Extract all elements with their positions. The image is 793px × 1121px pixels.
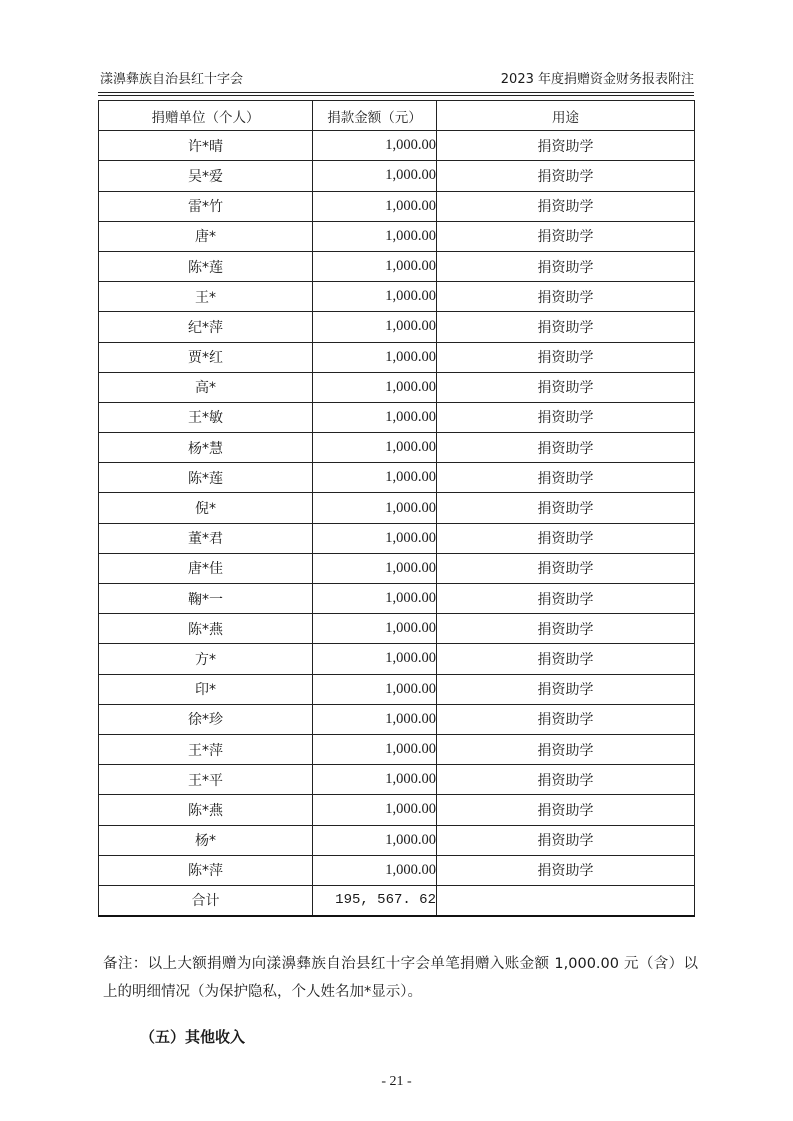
table-row bbox=[99, 161, 695, 191]
purpose-cell: 捐资助学 bbox=[437, 553, 695, 583]
table-row bbox=[99, 493, 695, 523]
donor-name-cell: 印* bbox=[99, 674, 313, 704]
purpose-cell: 捐资助学 bbox=[437, 372, 695, 402]
section-heading: （五）其他收入 bbox=[140, 1028, 246, 1046]
amount-cell: 1,000.00 bbox=[313, 795, 437, 825]
donor-name-cell: 王*敏 bbox=[99, 402, 313, 432]
table-row bbox=[99, 402, 695, 432]
donor-name-cell: 鞠*一 bbox=[99, 584, 313, 614]
amount-cell: 1,000.00 bbox=[313, 765, 437, 795]
column-header-donor: 捐赠单位（个人） bbox=[99, 101, 313, 131]
total-label: 合计 bbox=[99, 885, 313, 915]
amount-cell: 1,000.00 bbox=[313, 433, 437, 463]
table-row bbox=[99, 704, 695, 734]
amount-cell: 1,000.00 bbox=[313, 855, 437, 885]
purpose-cell: 捐资助学 bbox=[437, 433, 695, 463]
report-title: 2023 年度捐赠资金财务报表附注 bbox=[500, 72, 694, 87]
donor-name-cell: 王*平 bbox=[99, 765, 313, 795]
donor-name-cell: 方* bbox=[99, 644, 313, 674]
donor-name-cell: 陈*燕 bbox=[99, 614, 313, 644]
total-purpose bbox=[437, 885, 695, 915]
donor-name-cell: 雷*竹 bbox=[99, 191, 313, 221]
purpose-cell: 捐资助学 bbox=[437, 191, 695, 221]
amount-cell: 1,000.00 bbox=[313, 161, 437, 191]
purpose-cell: 捐资助学 bbox=[437, 131, 695, 161]
donor-name-cell: 许*晴 bbox=[99, 131, 313, 161]
donor-name-cell: 陈*萍 bbox=[99, 855, 313, 885]
table-header-row bbox=[99, 101, 695, 131]
table-row bbox=[99, 795, 695, 825]
table-row bbox=[99, 644, 695, 674]
donor-name-cell: 纪*萍 bbox=[99, 312, 313, 342]
purpose-cell: 捐资助学 bbox=[437, 463, 695, 493]
purpose-cell: 捐资助学 bbox=[437, 584, 695, 614]
organization-name: 漾濞彝族自治县红十字会 bbox=[100, 72, 244, 87]
donor-name-cell: 杨* bbox=[99, 825, 313, 855]
table-note: 备注：以上大额捐赠为向漾濞彝族自治县红十字会单笔捐赠入账金额 1,000.00 元（含）以上的明细情况（为保护隐私，个人姓名加*显示）。 bbox=[103, 956, 698, 1000]
table-row bbox=[99, 251, 695, 281]
table-row bbox=[99, 523, 695, 553]
donor-name-cell: 陈*莲 bbox=[99, 463, 313, 493]
table-row bbox=[99, 372, 695, 402]
table-total-row bbox=[99, 885, 695, 915]
table-row bbox=[99, 765, 695, 795]
purpose-cell: 捐资助学 bbox=[437, 342, 695, 372]
donor-name-cell: 陈*莲 bbox=[99, 251, 313, 281]
amount-cell: 1,000.00 bbox=[313, 584, 437, 614]
header-rule-thick bbox=[98, 95, 694, 96]
donor-name-cell: 董*君 bbox=[99, 523, 313, 553]
donation-table bbox=[98, 100, 695, 917]
amount-cell: 1,000.00 bbox=[313, 704, 437, 734]
page-number: - 21 - bbox=[381, 1074, 412, 1089]
purpose-cell: 捐资助学 bbox=[437, 734, 695, 764]
donor-name-cell: 唐* bbox=[99, 221, 313, 251]
table-row bbox=[99, 433, 695, 463]
purpose-cell: 捐资助学 bbox=[437, 644, 695, 674]
table-row bbox=[99, 614, 695, 644]
purpose-cell: 捐资助学 bbox=[437, 161, 695, 191]
purpose-cell: 捐资助学 bbox=[437, 795, 695, 825]
purpose-cell: 捐资助学 bbox=[437, 312, 695, 342]
amount-cell: 1,000.00 bbox=[313, 674, 437, 704]
table-row bbox=[99, 855, 695, 885]
amount-cell: 1,000.00 bbox=[313, 493, 437, 523]
donor-name-cell: 王* bbox=[99, 282, 313, 312]
purpose-cell: 捐资助学 bbox=[437, 674, 695, 704]
donor-name-cell: 陈*燕 bbox=[99, 795, 313, 825]
purpose-cell: 捐资助学 bbox=[437, 614, 695, 644]
purpose-cell: 捐资助学 bbox=[437, 493, 695, 523]
amount-cell: 1,000.00 bbox=[313, 191, 437, 221]
table-row bbox=[99, 312, 695, 342]
amount-cell: 1,000.00 bbox=[313, 825, 437, 855]
donor-name-cell: 贾*红 bbox=[99, 342, 313, 372]
header-rule bbox=[98, 92, 694, 93]
amount-cell: 1,000.00 bbox=[313, 312, 437, 342]
table-row bbox=[99, 463, 695, 493]
donor-name-cell: 唐*佳 bbox=[99, 553, 313, 583]
amount-cell: 1,000.00 bbox=[313, 342, 437, 372]
table-row bbox=[99, 825, 695, 855]
amount-cell: 1,000.00 bbox=[313, 251, 437, 281]
donor-name-cell: 徐*珍 bbox=[99, 704, 313, 734]
amount-cell: 1,000.00 bbox=[313, 644, 437, 674]
table-row bbox=[99, 191, 695, 221]
purpose-cell: 捐资助学 bbox=[437, 282, 695, 312]
purpose-cell: 捐资助学 bbox=[437, 251, 695, 281]
amount-cell: 1,000.00 bbox=[313, 131, 437, 161]
purpose-cell: 捐资助学 bbox=[437, 855, 695, 885]
amount-cell: 1,000.00 bbox=[313, 221, 437, 251]
table-row bbox=[99, 674, 695, 704]
table-row bbox=[99, 131, 695, 161]
donor-name-cell: 倪* bbox=[99, 493, 313, 523]
column-header-amount: 捐款金额（元） bbox=[313, 101, 437, 131]
amount-cell: 1,000.00 bbox=[313, 372, 437, 402]
donor-name-cell: 王*萍 bbox=[99, 734, 313, 764]
donor-name-cell: 高* bbox=[99, 372, 313, 402]
table-row bbox=[99, 342, 695, 372]
table-row bbox=[99, 282, 695, 312]
donor-name-cell: 杨*慧 bbox=[99, 433, 313, 463]
amount-cell: 1,000.00 bbox=[313, 553, 437, 583]
column-header-purpose: 用途 bbox=[437, 101, 695, 131]
purpose-cell: 捐资助学 bbox=[437, 221, 695, 251]
purpose-cell: 捐资助学 bbox=[437, 825, 695, 855]
donor-name-cell: 吴*爱 bbox=[99, 161, 313, 191]
table-row bbox=[99, 584, 695, 614]
amount-cell: 1,000.00 bbox=[313, 614, 437, 644]
amount-cell: 1,000.00 bbox=[313, 463, 437, 493]
purpose-cell: 捐资助学 bbox=[437, 765, 695, 795]
amount-cell: 1,000.00 bbox=[313, 282, 437, 312]
amount-cell: 1,000.00 bbox=[313, 734, 437, 764]
purpose-cell: 捐资助学 bbox=[437, 704, 695, 734]
amount-cell: 1,000.00 bbox=[313, 402, 437, 432]
purpose-cell: 捐资助学 bbox=[437, 523, 695, 553]
table-row bbox=[99, 221, 695, 251]
table-row bbox=[99, 553, 695, 583]
amount-cell: 1,000.00 bbox=[313, 523, 437, 553]
total-amount: 195, 567. 62 bbox=[313, 885, 437, 915]
purpose-cell: 捐资助学 bbox=[437, 402, 695, 432]
table-row bbox=[99, 734, 695, 764]
